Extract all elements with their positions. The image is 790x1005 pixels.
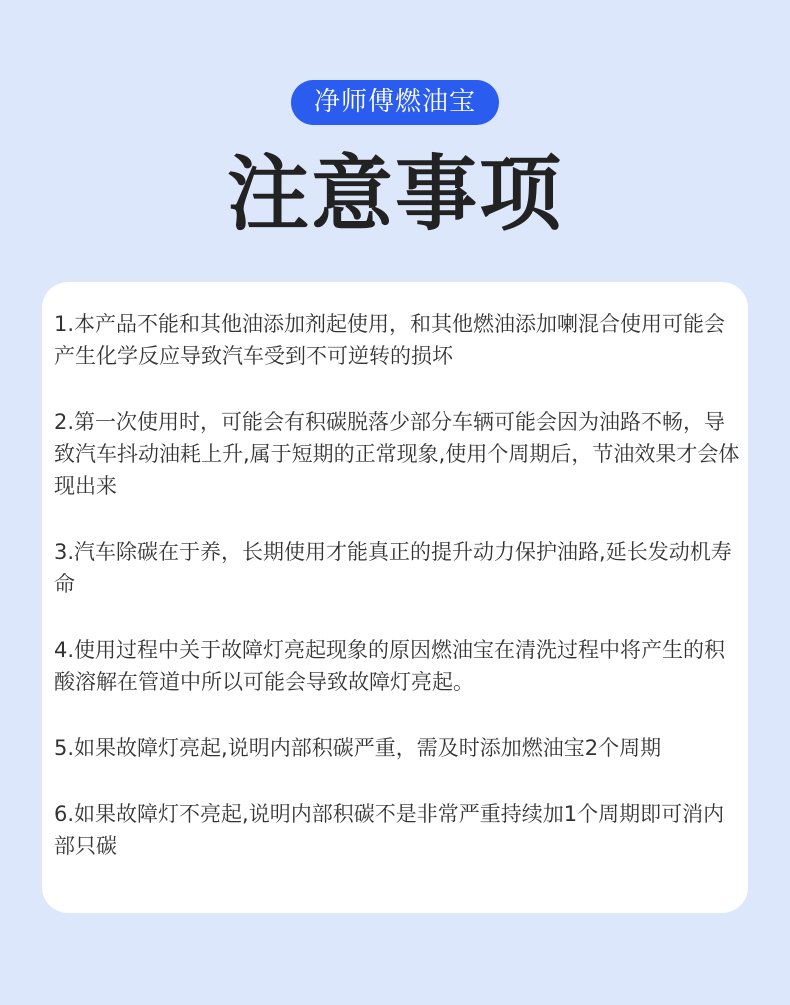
notes-card: [42, 282, 748, 913]
note-item-2: 2.第一次使用时，可能会有积碳脱落少部分车辆可能会因为油路不畅，导致汽车抖动油耗上升,属于短期的正常现象,使用个周期后，节油效果才会体现出来: [54, 410, 740, 498]
note-item-4: 4.使用过程中关于故障灯亮起现象的原因燃油宝在清洗过程中将产生的积酸溶解在管道中所以可能会导致故障灯亮起。: [54, 638, 726, 694]
note-item-1: 1.本产品不能和其他油添加剂起使用，和其他燃油添加喇混合使用可能会产生化学反应导致汽车受到不可逆转的损坏: [54, 312, 726, 368]
brand-badge: 净师傅燃油宝: [291, 80, 499, 125]
note-item-6: 6.如果故障灯不亮起,说明内部积碳不是非常严重持续加1个周期即可消内部只碳: [54, 802, 725, 858]
page-title: 注意事项: [226, 147, 563, 242]
note-item-5: 5.如果故障灯亮起,说明内部积碳严重，需及时添加燃油宝2个周期: [54, 736, 662, 760]
note-item-3: 3.汽车除碳在于养，长期使用才能真正的提升动力保护油路,延长发动机寿命: [54, 540, 732, 596]
